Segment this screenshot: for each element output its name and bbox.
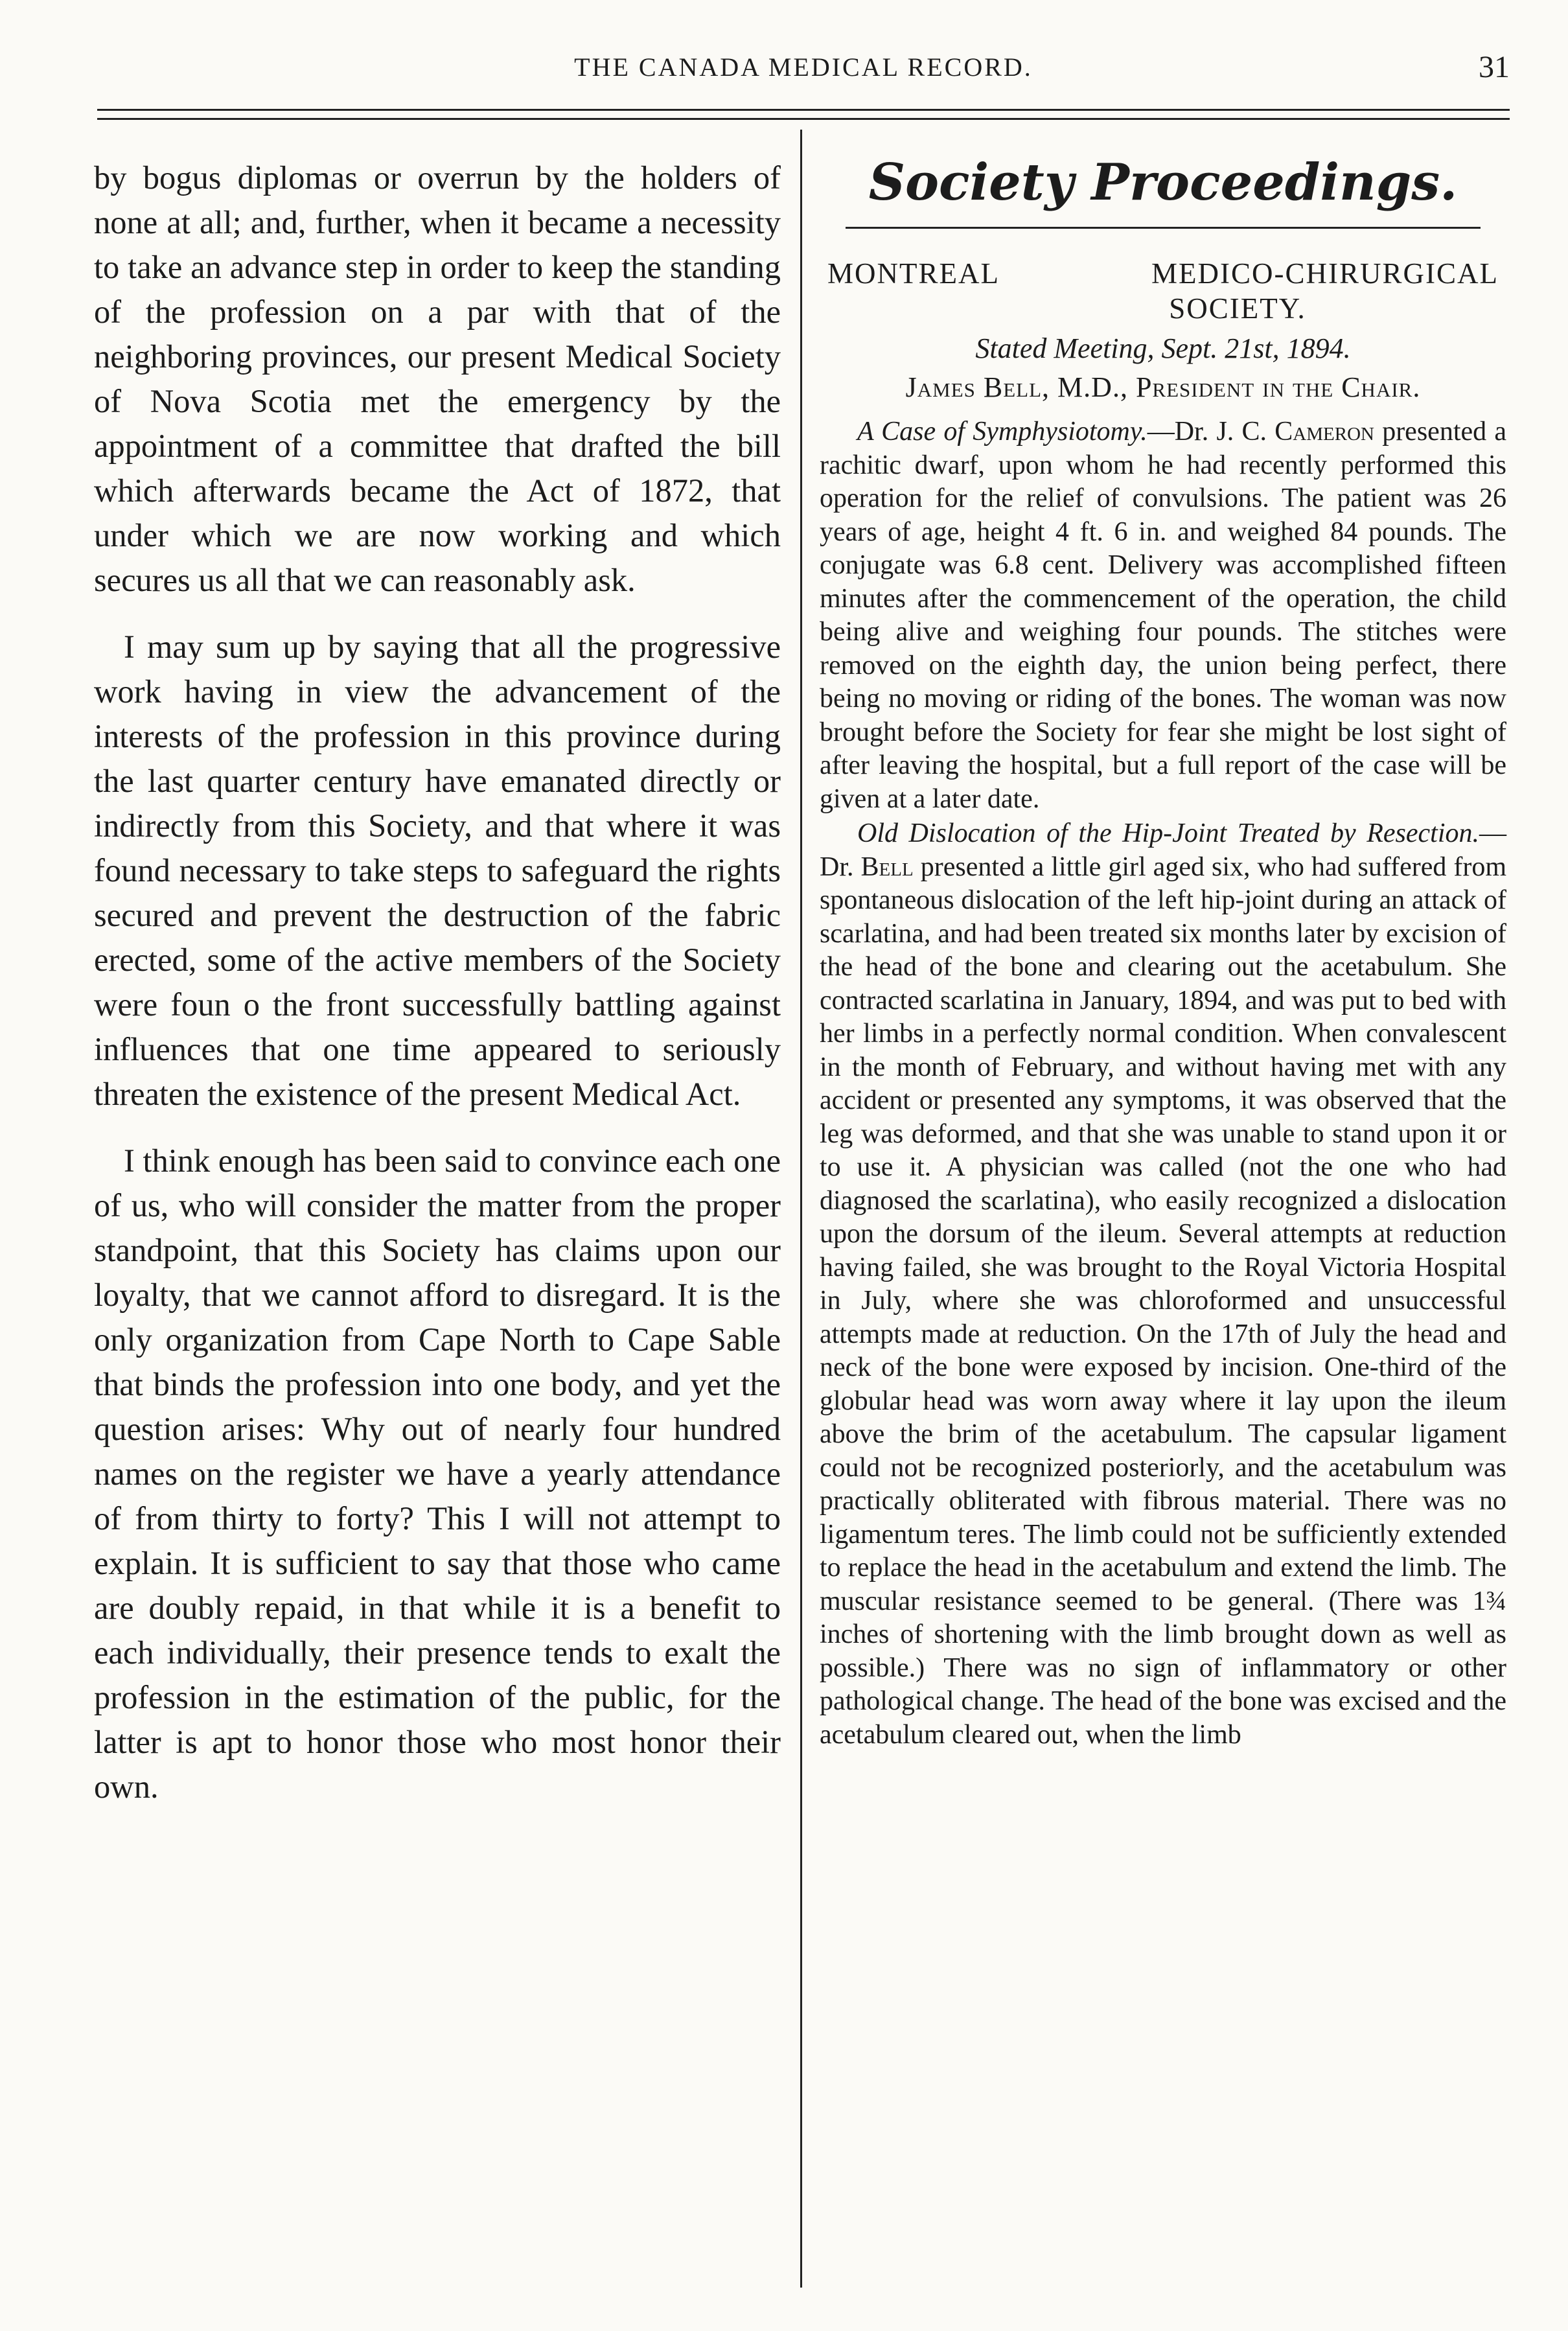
right-column (820, 144, 1506, 1752)
left-paragraph-3: I think enough has been said to convince each one of us, who will consider the matter from the proper standpoint, that this Society has claims upon our loyalty, that we cannot afford to disregard. It is the only organization from Cape North to Cape Sable that binds the profession into one body, and yet the question arises: Why out of nearly four hundred names on the register we have a yearly attendance of from thirty to forty? This I will not attempt to explain. It is sufficient to say that those who came are doubly repaid, in that while it is a benefit to each individually, their presence tends to exalt the profession in the estimation of the public, for the latter is apt to honor those who most honor their own. (94, 1142, 781, 1805)
society-title (820, 256, 1506, 326)
case-title: A Case of Symphysiotomy. (857, 417, 1147, 446)
case-title: Old Dislocation of the Hip-Joint Treated by Resection. (857, 818, 1479, 848)
case-presenter: Bell (860, 852, 914, 882)
section-heading: Society Proceedings. (868, 153, 1458, 212)
running-head: THE CANADA MEDICAL RECORD. (574, 52, 1033, 82)
case-symphysiotomy (820, 415, 1506, 816)
left-paragraph-1: by bogus diplomas or overrun by the holders of none at all; and, further, when it became a necessity to take an advance step in order to keep the standing of the profession on a par with that of the neighboring provinces, our present Medical Society of Nova Scotia met the emergency by the appointment of a committee that drafted the bill which afterwards became the Act of 1872, that under which we are now working and which secures us all that we can reasonably ask. (94, 159, 781, 598)
section-rule (846, 227, 1481, 229)
case-presenter-prefix: —Dr. (820, 818, 1506, 882)
case-presenter-prefix: —Dr. J. C. (1147, 417, 1275, 446)
case-presenter: Cameron (1274, 417, 1374, 446)
society-title-line-2: SOCIETY. (1169, 292, 1306, 325)
header-rule-bottom (97, 118, 1510, 120)
case-text: presented a little girl aged six, who had suffered from spontaneous dislocation of the left hip-joint during an attack of scarlatina, and had been treated six months later by excision of the head of the bone and clearing out the acetabulum. She contracted scarlatina in January, 1894, and was put to bed with her limbs in a perfectly normal condition. When convalescent in the month of February, and without having met with any accident or presented any symptoms, it was observed that the leg was deformed, and that she was unable to stand upon it or to use it. A physician was called (not the one who had diagnosed the scarlatina), who easily recognized a dislocation upon the dorsum of the ileum. Several attempts at reduction having failed, she was brought to the Royal Victoria Hospital in July, where she was chloroformed and unsuccessful attempts made at reduction. On the 17th of July the head and neck of the bone were exposed by incision. One-third of the globular head was worn away where it lay upon the ileum above the brim of the acetabulum. The capsular ligament could not be recognized posteriorly, and the acetabulum was practically obliterated with fibrous material. There was no ligamentum teres. The limb could not be sufficiently extended to replace the head in the acetabulum and extend the limb. The muscular resistance seemed to be general. (There was 1¾ inches of shortening with the limb brought down as well as possible.) There was no sign of inflammatory or other pathological change. The head of the bone was excised and the acetabulum cleared out, when the limb (820, 852, 1507, 1750)
case-hip-dislocation (820, 817, 1506, 1752)
left-column (94, 156, 781, 1831)
page-number: 31 (1479, 50, 1510, 84)
meeting-date: Stated Meeting, Sept. 21st, 1894. (975, 332, 1351, 364)
chair-line: James Bell, M.D., President in the Chair. (905, 371, 1421, 403)
left-paragraph-2: I may sum up by saying that all the progressive work having in view the advancement of the interests of the profession in this province during the last quarter century have emanated directly or indirectly from this Society, and that where it was found necessary to take steps to safeguard the rights secured and prevent the destruction of the fabric erected, some of the active members of the Society were foun o the front successfully battling against influences that one time appeared to seriously threaten the existence of the present Medical Act. (94, 629, 781, 1112)
header-rule-top (97, 109, 1510, 111)
column-divider (800, 130, 802, 2288)
case-text: presented a rachitic dwarf, upon whom he had recently performed this operation for the relief of convulsions. The patient was 26 years of age, height 4 ft. 6 in. and weighed 84 pounds. The conjugate was 6.8 cent. Delivery was accomplished fifteen minutes after the commencement of the operation, the child being alive and weighing four pounds. The stitches were removed on the eighth day, the union being perfect, there being no moving or riding of the bones. The woman was now brought before the Society for fear she might be lost sight of after leaving the hospital, but a full report of the case will be given at a later date. (820, 417, 1506, 814)
society-title-line-1: MONTREAL MEDICO-CHIRURGICAL (827, 257, 1499, 290)
page-header (97, 38, 1510, 102)
